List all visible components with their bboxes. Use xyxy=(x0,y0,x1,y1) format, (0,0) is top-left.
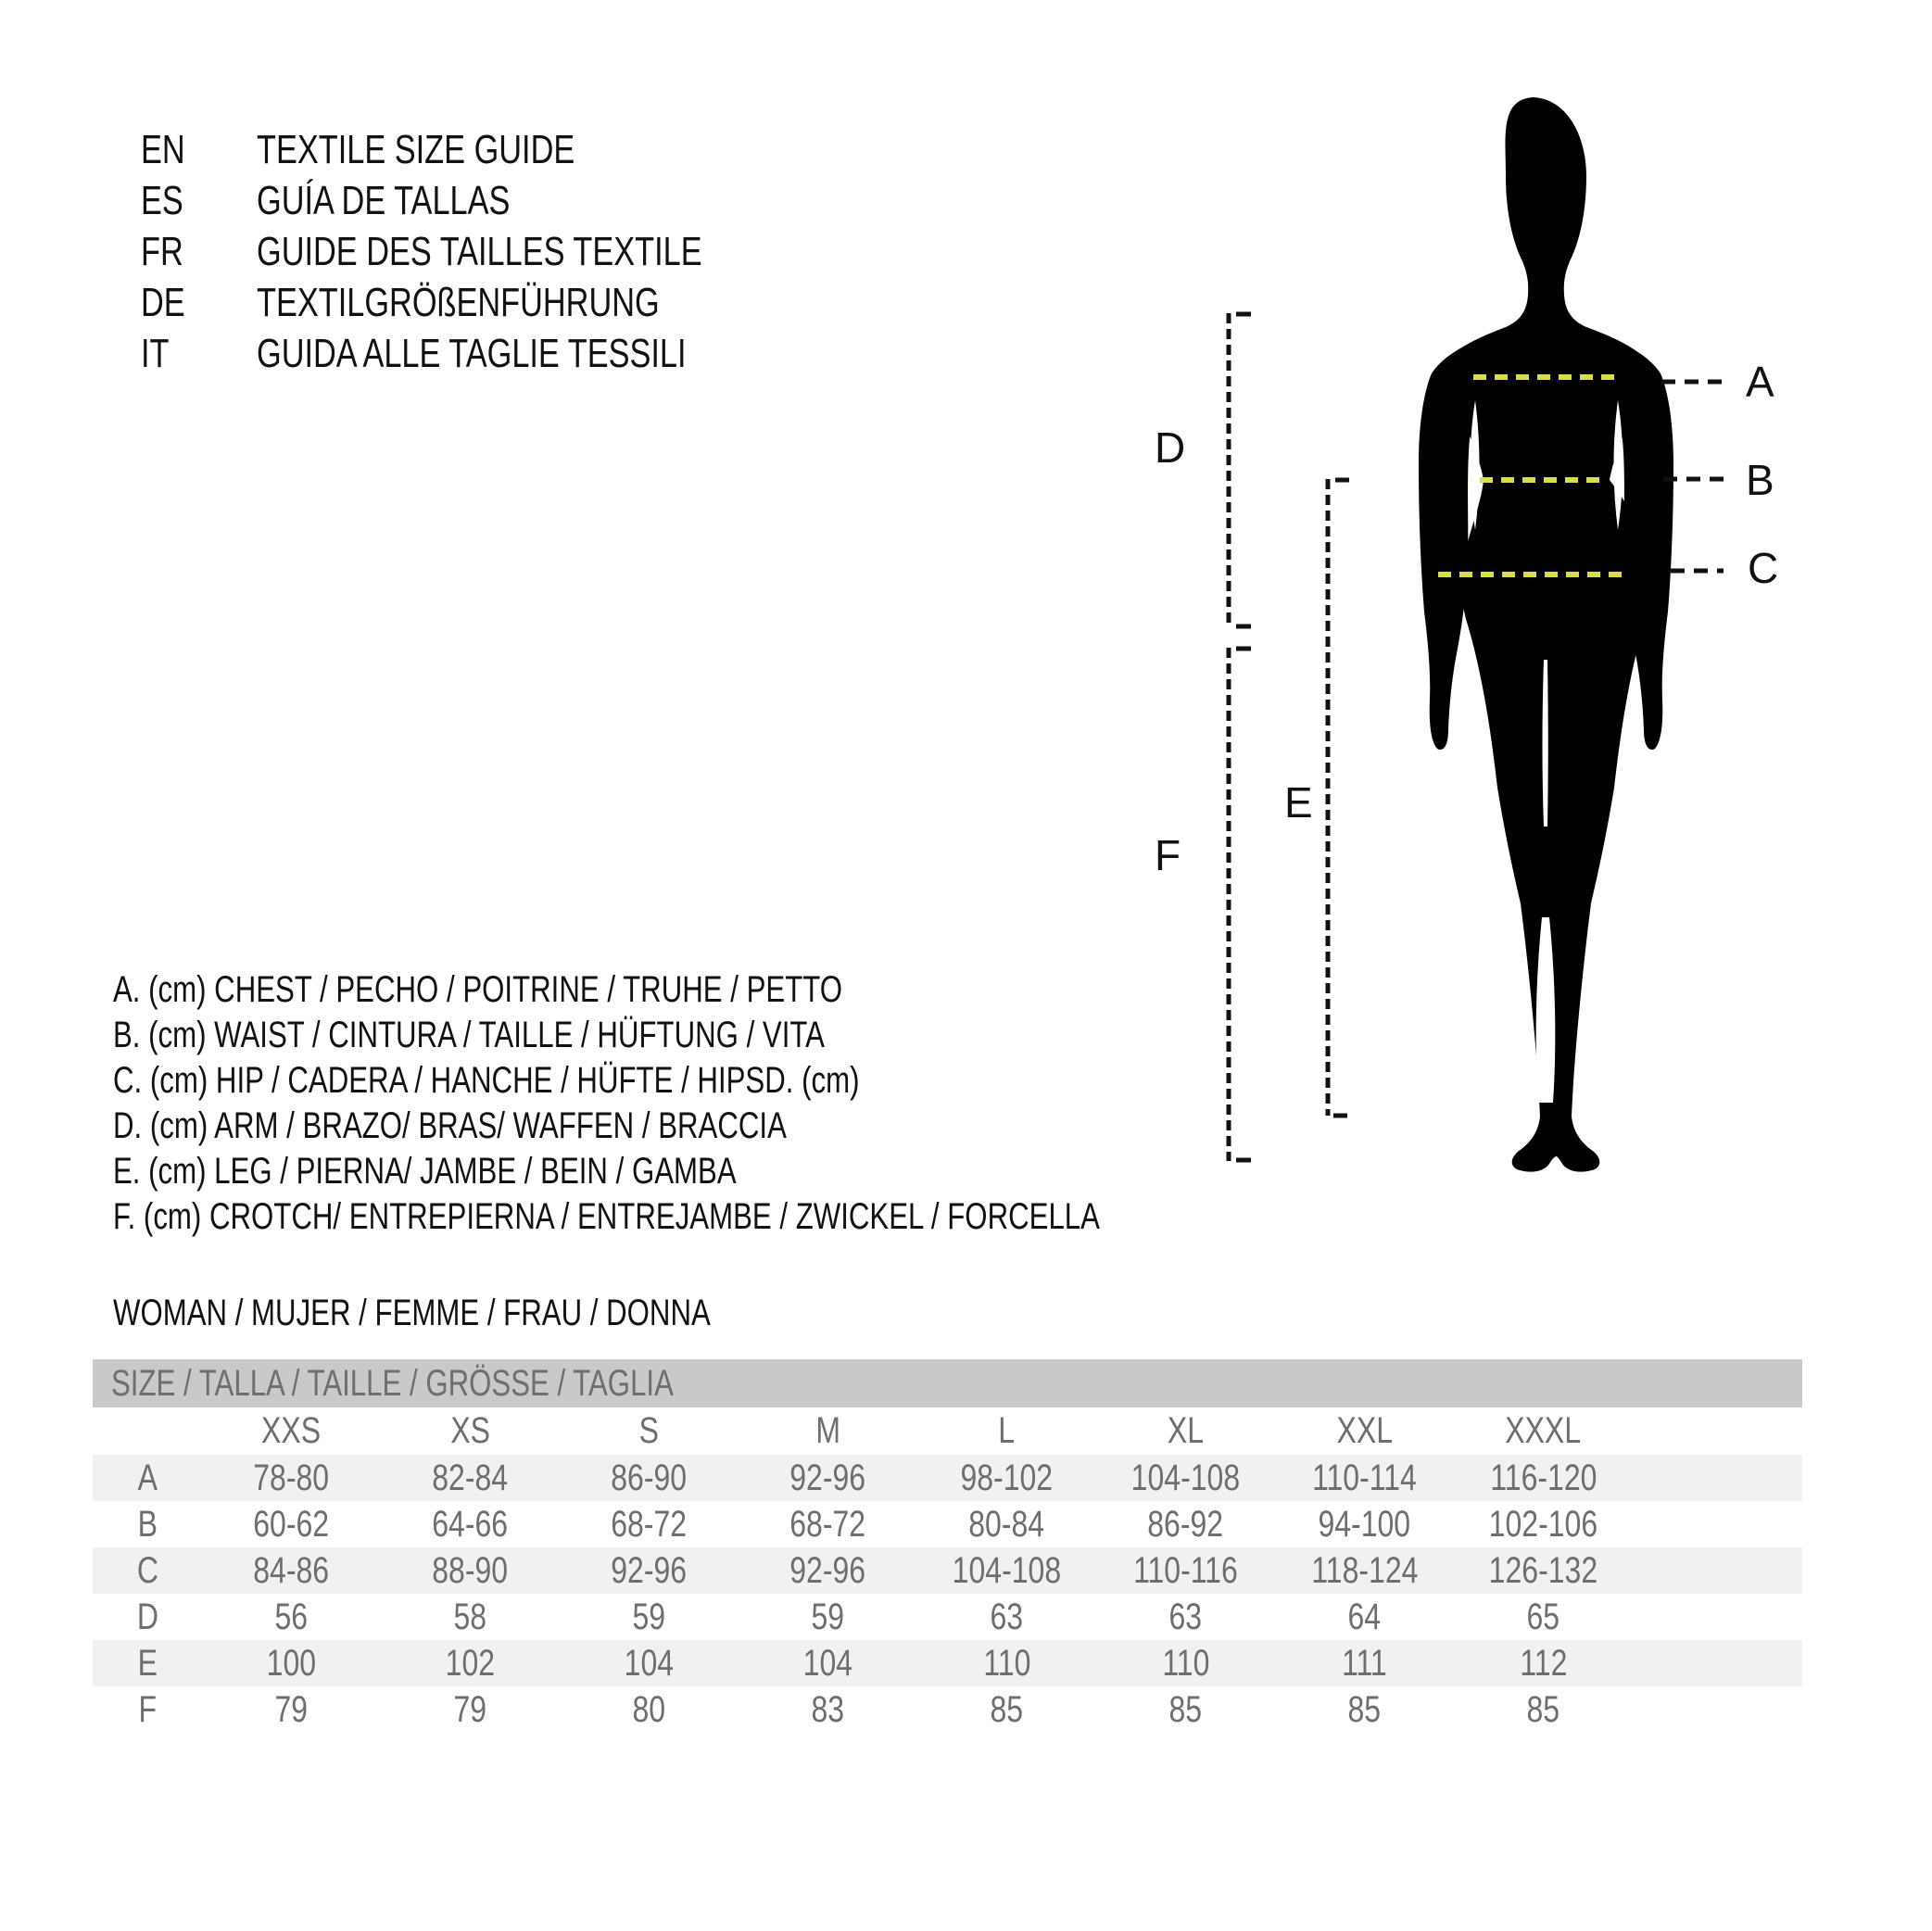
size-value-cell xyxy=(1454,1686,1633,1733)
guide-title xyxy=(257,226,827,277)
size-value-text: 126-132 xyxy=(1488,1550,1598,1591)
size-column-header xyxy=(1454,1407,1633,1455)
size-column-header xyxy=(560,1407,739,1455)
size-value-text: 78-80 xyxy=(253,1458,330,1498)
size-column-header-text: L xyxy=(998,1410,1016,1451)
measurement-description-text: D. (cm) ARM / BRAZO/ BRAS/ WAFFEN / BRACCIA xyxy=(113,1105,787,1146)
size-value-text: 112 xyxy=(1519,1643,1568,1684)
size-value-cell xyxy=(1096,1686,1275,1733)
size-column-header xyxy=(202,1407,381,1455)
guide-title-text: GUIDA ALLE TAGLIE TESSILI xyxy=(257,331,687,376)
size-value-cell xyxy=(917,1686,1096,1733)
size-value-text: 68-72 xyxy=(789,1504,866,1545)
size-value-cell xyxy=(560,1547,739,1594)
size-value-cell xyxy=(202,1501,381,1547)
size-value-text: 111 xyxy=(1342,1643,1387,1684)
size-value-text: 63 xyxy=(1168,1597,1203,1637)
size-value-text: 94-100 xyxy=(1318,1504,1411,1545)
measurement-description xyxy=(113,1149,1378,1194)
row-label-text: D xyxy=(136,1597,158,1637)
language-code xyxy=(141,226,257,277)
size-value-cell xyxy=(560,1640,739,1686)
guide-title xyxy=(257,175,582,226)
language-row xyxy=(141,277,827,328)
table-row xyxy=(93,1640,1802,1686)
row-label-cell xyxy=(93,1547,202,1594)
size-value-cell xyxy=(1096,1501,1275,1547)
figure-label-d: D xyxy=(1155,423,1186,472)
size-value-text: 104-108 xyxy=(952,1550,1062,1591)
size-value-cell xyxy=(1454,1501,1633,1547)
size-value-cell xyxy=(1275,1686,1454,1733)
size-value-cell xyxy=(1096,1640,1275,1686)
size-value-cell xyxy=(381,1501,560,1547)
row-label-text: A xyxy=(137,1458,158,1498)
table-row xyxy=(93,1547,1802,1594)
size-value-cell xyxy=(917,1640,1096,1686)
language-code xyxy=(141,328,257,379)
size-header-row xyxy=(93,1407,1802,1455)
table-row xyxy=(93,1455,1802,1501)
size-value-cell xyxy=(560,1594,739,1640)
measurement-description xyxy=(113,1013,1378,1058)
size-column-header-text: S xyxy=(638,1410,660,1451)
measurement-description-text: C. (cm) HIP / CADERA / HANCHE / HÜFTE / HIPSD. (cm) xyxy=(113,1060,860,1101)
language-row xyxy=(141,328,827,379)
size-value-cell xyxy=(381,1547,560,1594)
size-value-text: 63 xyxy=(990,1597,1024,1637)
size-value-text: 64 xyxy=(1347,1597,1382,1637)
size-value-text: 100 xyxy=(266,1643,317,1684)
figure-label-e: E xyxy=(1284,778,1313,827)
size-value-text: 92-96 xyxy=(611,1550,688,1591)
guide-title xyxy=(257,124,664,175)
row-filler xyxy=(1633,1501,1802,1547)
size-value-text: 116-120 xyxy=(1489,1458,1597,1498)
language-code xyxy=(141,277,257,328)
size-value-text: 110 xyxy=(1161,1643,1210,1684)
size-column-header xyxy=(381,1407,560,1455)
measurement-description-text: F. (cm) CROTCH/ ENTREPIERNA / ENTREJAMBE / ZWICKEL / FORCELLA xyxy=(113,1196,1100,1237)
size-value-cell xyxy=(1454,1455,1633,1501)
size-value-text: 98-102 xyxy=(960,1458,1054,1498)
size-value-cell xyxy=(381,1686,560,1733)
size-value-cell xyxy=(1275,1594,1454,1640)
size-value-cell xyxy=(739,1547,917,1594)
size-value-text: 80 xyxy=(632,1689,666,1730)
size-value-text: 84-86 xyxy=(253,1550,330,1591)
size-value-cell xyxy=(1454,1640,1633,1686)
size-value-cell xyxy=(1275,1640,1454,1686)
size-value-text: 86-92 xyxy=(1147,1504,1224,1545)
size-value-cell xyxy=(560,1455,739,1501)
size-value-cell xyxy=(739,1455,917,1501)
thigh-gap xyxy=(1543,660,1548,827)
size-value-text: 65 xyxy=(1526,1597,1560,1637)
size-value-cell xyxy=(202,1686,381,1733)
language-code-text: ES xyxy=(141,178,183,223)
size-value-cell xyxy=(202,1455,381,1501)
row-label-cell xyxy=(93,1594,202,1640)
row-label-cell xyxy=(93,1455,202,1501)
size-value-text: 110-116 xyxy=(1133,1550,1238,1591)
guide-title-text: GUIDE DES TAILLES TEXTILE xyxy=(257,229,702,274)
language-code xyxy=(141,175,257,226)
language-row xyxy=(141,124,827,175)
size-value-text: 110-114 xyxy=(1312,1458,1417,1498)
size-value-cell xyxy=(1454,1594,1633,1640)
table-row xyxy=(93,1686,1802,1733)
figure-label-f: F xyxy=(1155,831,1181,879)
size-value-cell xyxy=(739,1640,917,1686)
size-value-cell xyxy=(1096,1547,1275,1594)
gender-heading-text: WOMAN / MUJER / FEMME / FRAU / DONNA xyxy=(113,1293,711,1333)
measurement-description xyxy=(113,1194,1378,1240)
size-value-cell xyxy=(1275,1455,1454,1501)
language-code xyxy=(141,124,257,175)
size-value-text: 102-106 xyxy=(1488,1504,1598,1545)
size-value-text: 59 xyxy=(632,1597,666,1637)
row-label-text: F xyxy=(138,1689,157,1730)
size-value-cell xyxy=(1454,1547,1633,1594)
size-value-text: 59 xyxy=(811,1597,845,1637)
size-value-text: 92-96 xyxy=(789,1550,866,1591)
size-column-header-text: XXL xyxy=(1336,1410,1393,1451)
row-filler xyxy=(1633,1594,1802,1640)
size-value-text: 60-62 xyxy=(253,1504,330,1545)
language-row xyxy=(141,226,827,277)
size-value-text: 88-90 xyxy=(432,1550,509,1591)
size-value-text: 83 xyxy=(811,1689,845,1730)
size-value-cell xyxy=(381,1594,560,1640)
figure-label-b: B xyxy=(1746,456,1774,504)
size-table-title: SIZE / TALLA / TAILLE / GRÖSSE / TAGLIA xyxy=(111,1363,674,1404)
language-row xyxy=(141,175,827,226)
measurement-description xyxy=(113,967,1378,1013)
size-header-spacer xyxy=(93,1407,202,1455)
row-label-cell xyxy=(93,1501,202,1547)
size-value-cell xyxy=(739,1501,917,1547)
table-row xyxy=(93,1501,1802,1547)
row-label-text: E xyxy=(137,1643,158,1684)
language-code-text: FR xyxy=(141,229,183,274)
measurement-description xyxy=(113,1058,1378,1104)
size-column-header-text: XXS xyxy=(261,1410,322,1451)
gender-heading xyxy=(113,1291,879,1336)
size-value-text: 104-108 xyxy=(1130,1458,1241,1498)
size-value-text: 85 xyxy=(1347,1689,1382,1730)
size-value-text: 110 xyxy=(982,1643,1031,1684)
figure-label-c: C xyxy=(1748,544,1779,592)
size-value-text: 85 xyxy=(990,1689,1024,1730)
size-value-cell xyxy=(381,1455,560,1501)
size-value-text: 92-96 xyxy=(789,1458,866,1498)
size-table-header-band xyxy=(93,1359,1802,1407)
size-column-header xyxy=(1096,1407,1275,1455)
size-column-header-text: XL xyxy=(1167,1410,1205,1451)
size-value-text: 64-66 xyxy=(432,1504,509,1545)
size-value-text: 85 xyxy=(1526,1689,1560,1730)
size-value-cell xyxy=(739,1594,917,1640)
size-value-text: 104 xyxy=(802,1643,853,1684)
row-label-cell xyxy=(93,1640,202,1686)
size-value-cell xyxy=(1096,1455,1275,1501)
size-value-cell xyxy=(560,1501,739,1547)
row-label-text: C xyxy=(136,1550,158,1591)
size-value-text: 58 xyxy=(453,1597,487,1637)
row-filler xyxy=(1633,1547,1802,1594)
size-value-cell xyxy=(917,1547,1096,1594)
row-label-text: B xyxy=(137,1504,158,1545)
size-value-cell xyxy=(560,1686,739,1733)
size-value-text: 85 xyxy=(1168,1689,1203,1730)
measurement-description xyxy=(113,1104,1378,1149)
size-value-cell xyxy=(381,1640,560,1686)
table-row xyxy=(93,1594,1802,1640)
guide-title xyxy=(257,277,773,328)
figure-label-a: A xyxy=(1746,358,1774,406)
guide-title-text: GUÍA DE TALLAS xyxy=(257,178,511,223)
row-filler xyxy=(1633,1455,1802,1501)
guide-title xyxy=(257,328,807,379)
size-value-cell xyxy=(739,1686,917,1733)
size-value-cell xyxy=(917,1594,1096,1640)
language-code-text: EN xyxy=(141,127,185,172)
language-code-text: DE xyxy=(141,280,185,325)
size-value-text: 86-90 xyxy=(611,1458,688,1498)
measurement-description-text: E. (cm) LEG / PIERNA/ JAMBE / BEIN / GAMBA xyxy=(113,1151,737,1192)
size-value-text: 118-124 xyxy=(1310,1550,1419,1591)
row-filler xyxy=(1633,1686,1802,1733)
row-filler xyxy=(1633,1640,1802,1686)
size-value-text: 82-84 xyxy=(432,1458,509,1498)
size-value-cell xyxy=(202,1594,381,1640)
size-value-cell xyxy=(202,1547,381,1594)
size-header-filler xyxy=(1633,1407,1802,1455)
size-value-cell xyxy=(1275,1547,1454,1594)
size-value-text: 68-72 xyxy=(611,1504,688,1545)
size-value-cell xyxy=(1275,1501,1454,1547)
language-code-text: IT xyxy=(141,331,170,376)
row-label-cell xyxy=(93,1686,202,1733)
size-column-header-text: XS xyxy=(450,1410,490,1451)
guide-title-text: TEXTILE SIZE GUIDE xyxy=(257,127,575,172)
size-value-cell xyxy=(202,1640,381,1686)
size-value-text: 79 xyxy=(274,1689,309,1730)
size-value-text: 56 xyxy=(274,1597,309,1637)
size-column-header xyxy=(739,1407,917,1455)
size-value-text: 102 xyxy=(445,1643,496,1684)
size-column-header-text: XXXL xyxy=(1505,1410,1582,1451)
language-title-block xyxy=(141,124,827,379)
size-value-cell xyxy=(917,1501,1096,1547)
size-column-header xyxy=(917,1407,1096,1455)
size-column-header-text: M xyxy=(815,1410,840,1451)
size-value-text: 80-84 xyxy=(968,1504,1045,1545)
size-value-cell xyxy=(1096,1594,1275,1640)
measurement-description-text: A. (cm) CHEST / PECHO / POITRINE / TRUHE / PETTO xyxy=(113,969,843,1010)
size-value-cell xyxy=(917,1455,1096,1501)
guide-title-text: TEXTILGRÖßENFÜHRUNG xyxy=(257,280,660,325)
size-value-text: 79 xyxy=(453,1689,487,1730)
size-column-header xyxy=(1275,1407,1454,1455)
measurement-description-text: B. (cm) WAIST / CINTURA / TAILLE / HÜFTUNG / VITA xyxy=(113,1015,825,1055)
size-value-text: 104 xyxy=(624,1643,675,1684)
measurement-legend xyxy=(113,967,1378,1240)
